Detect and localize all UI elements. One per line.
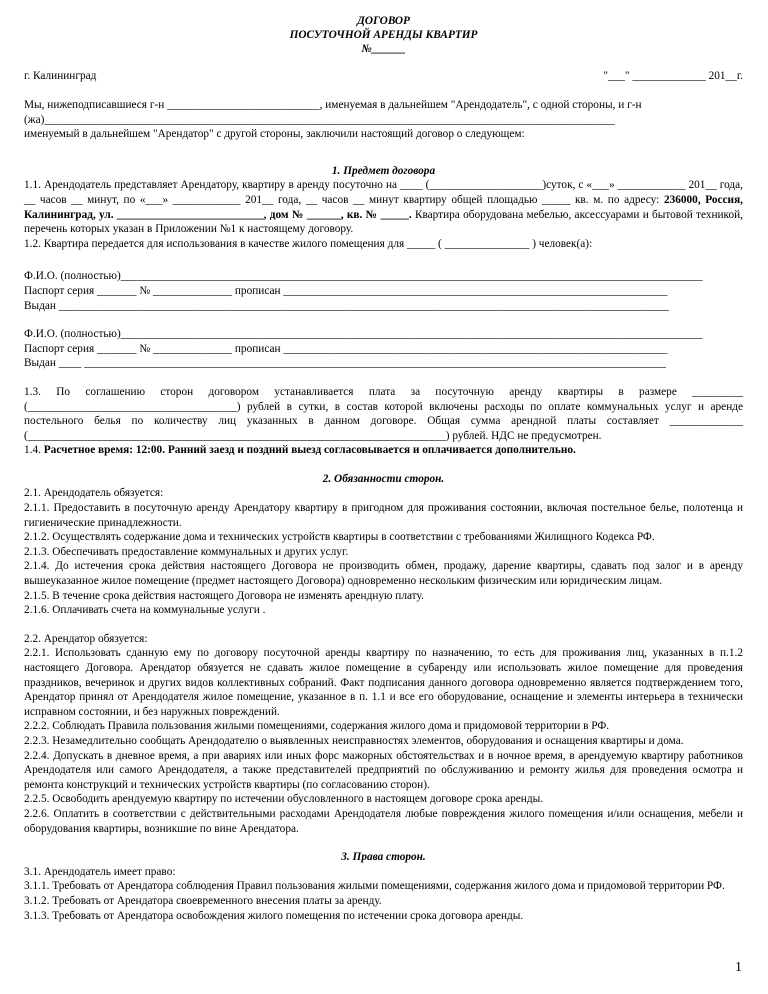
clause-2-1: 2.1. Арендодатель обязуется:: [24, 487, 164, 500]
clause-2-2-2: 2.2.2. Соблюдать Правила пользования жилыми помещениями, содержания жилого дома и придомовой территории в РФ.: [24, 720, 610, 733]
title-line-1: ДОГОВОР: [357, 15, 410, 27]
clause-3-1-2: 3.1.2. Требовать от Арендатора своевременного внесения платы за аренду.: [24, 894, 382, 907]
clause-1-1-text: 1.1. Арендодатель представляет Арендатору, квартиру в аренду посуточно на ____ (____________________)суток, с «___» ____________ 201__ года, __ часов __ минут, по «___» ____________ 201__ года, __ часов __ минут квартиру общей площадью _____ кв. м. по адресу:: [24, 179, 743, 206]
intro-line-3: именуемый в дальнейшем "Арендатор" с другой стороны, заключили настоящий договор о следующем:: [24, 128, 525, 141]
person-2-passport: Паспорт серия _______ № ______________ прописан ____________________________________________________________________: [24, 342, 668, 355]
person-2-fio: Ф.И.О. (полностью)_______________________________________________________________________________________________________: [24, 328, 703, 341]
contract-title: [24, 14, 743, 56]
clause-1-4: [24, 443, 743, 458]
clause-2-2-4: 2.2.4. Допускать в дневное время, а при авариях или иных форс мажорных обстоятельствах и в ночное время, в арендуемую квартиру работников Арендодателя или самого Арендодателя, а также представителей предприятий по обслуживанию и ремонту жилья для проведения осмотра и ремонта конструкций и технических устройств квартиры (по согласованию сторон).: [24, 749, 743, 791]
clause-1-4-checkout-time: Расчетное время: 12:00. Ранний заезд и поздний выезд согласовывается и оплачивается дополнительно.: [43, 444, 576, 457]
contract-page: [24, 14, 743, 923]
clause-1-1-address: 236000, Россия, Калининград, ул. __________________________, дом № ______, кв. № _____.: [24, 193, 744, 221]
title-line-2: ПОСУТОЧНОЙ АРЕНДЫ КВАРТИР: [289, 29, 478, 41]
clause-2-1-2: 2.1.2. Осуществлять содержание дома и технических устройств квартиры в соответствии с требованиями Жилищного Кодекса РФ.: [24, 531, 655, 544]
clause-1-1: [24, 178, 743, 236]
section-2-heading: 2. Обязанности сторон.: [322, 472, 445, 485]
person-1-issued: Выдан ____________________________________________________________________________________________________________: [24, 299, 669, 312]
clause-2-2-1: 2.2.1. Использовать сданную ему по договору посуточной аренды квартиру по назначению, то есть для проживания лиц, указанных в п.1.2 настоящего Договора. Арендатор обязуется не сдавать жилое помещение в субаренду или использовать жилое помещение для проведения праздников, вечеринок и других видов коллективных собраний. Факт подписания данного договора одновременно является подтверждением того, Арендатор принял от Арендодателя жилое помещение, указанное в п. 1.1 и все его оборудование, оснащение и элементы интерьера в технически исправном состоянии, и без наружных повреждений.: [24, 647, 743, 718]
contract-date: "___" _____________ 201__г.: [603, 70, 743, 82]
clause-2-1-3: 2.1.3. Обеспечивать предоставление коммунальных и других услуг.: [24, 545, 349, 558]
clause-2-1-4: 2.1.4. До истечения срока действия настоящего Договора не производить обмен, продажу, дарение квартиры, сдавать под залог и в аренду вышеуказанное жилое помещение (предмет настоящего Договора) одновременно нескольким физическим или юридическим лицам.: [24, 560, 743, 588]
clause-2-2-3: 2.2.3. Незамедлительно сообщать Арендодателю о выявленных неисправностях элементов, оборудования и оснащения квартиры и дома.: [24, 734, 684, 747]
clause-3-1: 3.1. Арендодатель имеет право:: [24, 865, 176, 878]
clause-2-1-6: 2.1.6. Оплачивать счета на коммунальные услуги .: [24, 604, 266, 617]
person-1-fio: Ф.И.О. (полностью)_______________________________________________________________________________________________________: [24, 270, 703, 283]
clause-3-1-3: 3.1.3. Требовать от Арендатора освобождения жилого помещения по истечении срока договора аренды.: [24, 909, 524, 922]
person-2-issued: Выдан ____ _______________________________________________________________________________________________________: [24, 357, 666, 370]
city: г. Калининград: [24, 70, 97, 82]
clause-1-1-equipment: Квартира оборудована мебелью, аксессуарами и бытовой техникой, перечень которых указан в Приложении №1 к настоящему договору.: [24, 208, 743, 236]
intro-line-1: Мы, нижеподписавшиеся г-н ___________________________, именуемая в дальнейшем "Арендодатель", с одной стороны, и г-н: [24, 99, 642, 111]
clause-1-4-number: 1.4.: [24, 444, 41, 457]
section-1-heading: 1. Предмет договора: [331, 164, 436, 177]
clause-2-1-5: 2.1.5. В течение срока действия настоящего Договора не изменять арендную плату.: [24, 589, 424, 602]
title-line-3: №______: [361, 43, 406, 55]
section-3-heading: 3. Права сторон.: [341, 851, 426, 864]
clause-2-1-1: 2.1.1. Предоставить в посуточную аренду Арендатору квартиру в пригодном для проживания состоянии, включая постельное белье, полотенца и гигиенические принадлежности.: [24, 502, 743, 529]
city-date-row: [24, 69, 743, 84]
clause-1-3: 1.3. По соглашению сторон договором устанавливается плата за посуточную аренду квартиры в размере _________ (_____________________________________) рублей в сутки, в состав которой включены расходы по оплате коммунальных услуг и аренде постельного белья по количеству лиц указанных в данном договоре. Общая сумма арендной платы составляет _____________ (__________________________________________________________________________) рублей. НДС не предусмотрен.: [24, 385, 743, 442]
clause-3-1-1: 3.1.1. Требовать от Арендатора соблюдения Правил пользования жилыми помещениями, содержания жилого дома и придомовой территории РФ.: [24, 880, 725, 893]
clause-1-2: 1.2. Квартира передается для использования в качестве жилого помещения для _____ ( _______________ ) человек(а):: [24, 237, 593, 250]
intro-line-2: (жа)_____________________________________________________________________________________________________: [24, 113, 615, 126]
person-1-passport: Паспорт серия _______ № ______________ прописан ____________________________________________________________________: [24, 284, 668, 297]
page-number: 1: [735, 960, 742, 975]
clause-2-2: 2.2. Арендатор обязуется:: [24, 632, 148, 645]
clause-2-2-5: 2.2.5. Освободить арендуемую квартиру по истечении обусловленного в настоящем договоре срока аренды.: [24, 793, 543, 806]
clause-2-2-6: 2.2.6. Оплатить в соответствии с действительными расходами Арендодателя любые повреждения жилого помещения и/или оснащения, мебели и оборудования квартиры, возникшие по вине Арендатора.: [24, 807, 743, 835]
